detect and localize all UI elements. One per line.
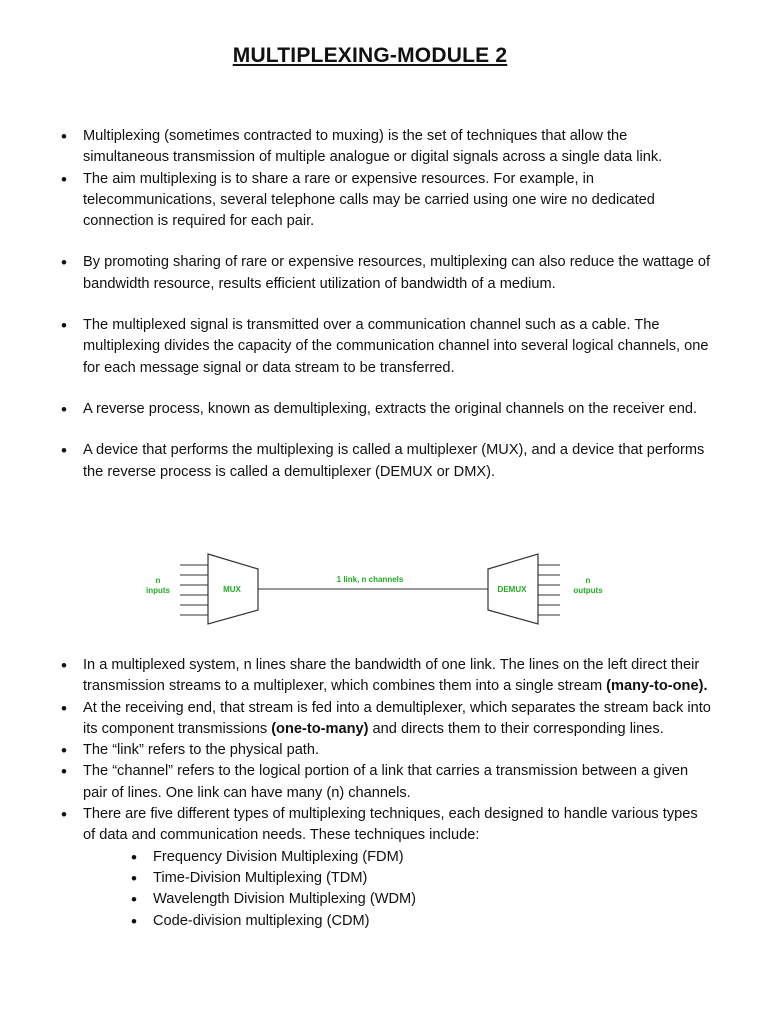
list-item: • There are five different types of multiplexing techniques, each designed to handle various types of data and communication needs. These techniques include: <box>62 804 712 847</box>
list-item: • By promoting sharing of rare or expensive resources, multiplexing can also reduce the wattage of bandwidth resource, results efficient utilization of bandwidth of a medium. <box>62 252 712 295</box>
list-item <box>62 655 712 698</box>
item-bold-text: (one-to-many) <box>271 720 369 737</box>
input-lines <box>180 565 208 615</box>
technique-item: • Code-division multiplexing (CDM) <box>132 911 712 932</box>
item-text: and directs them to their corresponding lines. <box>368 720 664 737</box>
item-bold-text: (many-to-one). <box>606 678 708 695</box>
inputs-label: inputs <box>146 586 170 595</box>
technique-item: • Wavelength Division Multiplexing (WDM) <box>132 889 712 910</box>
mux-label: MUX <box>223 585 241 594</box>
outputs-label: outputs <box>573 586 603 595</box>
list-item: • The “link” refers to the physical path. <box>62 740 712 761</box>
sublist-container <box>62 847 712 932</box>
intro-bullet-list <box>62 126 712 483</box>
list-item: • Multiplexing (sometimes contracted to muxing) is the set of techniques that allow the simultaneous transmission of multiple analogue or digital signals across a single data link. <box>62 126 712 169</box>
list-item: • A device that performs the multiplexing is called a multiplexer (MUX), and a device that performs the reverse process is called a demultiplexer (DEMUX or DMX). <box>62 440 712 483</box>
list-gap <box>62 295 712 315</box>
details-bullet-list <box>62 655 712 932</box>
list-gap <box>62 420 712 440</box>
list-item <box>62 698 712 741</box>
inputs-count-label: n <box>155 576 161 585</box>
list-item: • The aim multiplexing is to share a rare or expensive resources. For example, in telecommunications, several telephone calls may be carried using one wire no dedicated connection is required for each pair. <box>62 169 712 233</box>
output-lines <box>538 565 560 615</box>
mux-demux-diagram <box>130 548 610 628</box>
page-title: MULTIPLEXING-MODULE 2 <box>232 44 508 67</box>
list-item: • The “channel” refers to the logical portion of a link that carries a transmission between a given pair of lines. One link can have many (n) channels. <box>62 761 712 804</box>
list-gap <box>62 379 712 399</box>
item-text: In a multiplexed system, n lines share the bandwidth of one link. The lines on the left direct their transmission streams to a multiplexer, which combines them into a single stream <box>83 657 700 695</box>
technique-item: • Time-Division Multiplexing (TDM) <box>132 868 712 889</box>
list-item: • A reverse process, known as demultiplexing, extracts the original channels on the receiver end. <box>62 399 712 420</box>
link-label: 1 link, n channels <box>336 575 404 584</box>
techniques-list <box>62 847 712 932</box>
demux-label: DEMUX <box>497 585 527 594</box>
list-item: • The multiplexed signal is transmitted over a communication channel such as a cable. The multiplexing divides the capacity of the communication channel into several logical channels, one for each message signal or data stream to be transferred. <box>62 315 712 379</box>
technique-item: • Frequency Division Multiplexing (FDM) <box>132 847 712 868</box>
outputs-count-label: n <box>585 576 591 585</box>
mux-demux-svg <box>130 548 610 628</box>
item-text: At the receiving end, that stream is fed into a demultiplexer, which separates the stream back into its component transmissions <box>83 699 711 737</box>
list-gap <box>62 232 712 252</box>
